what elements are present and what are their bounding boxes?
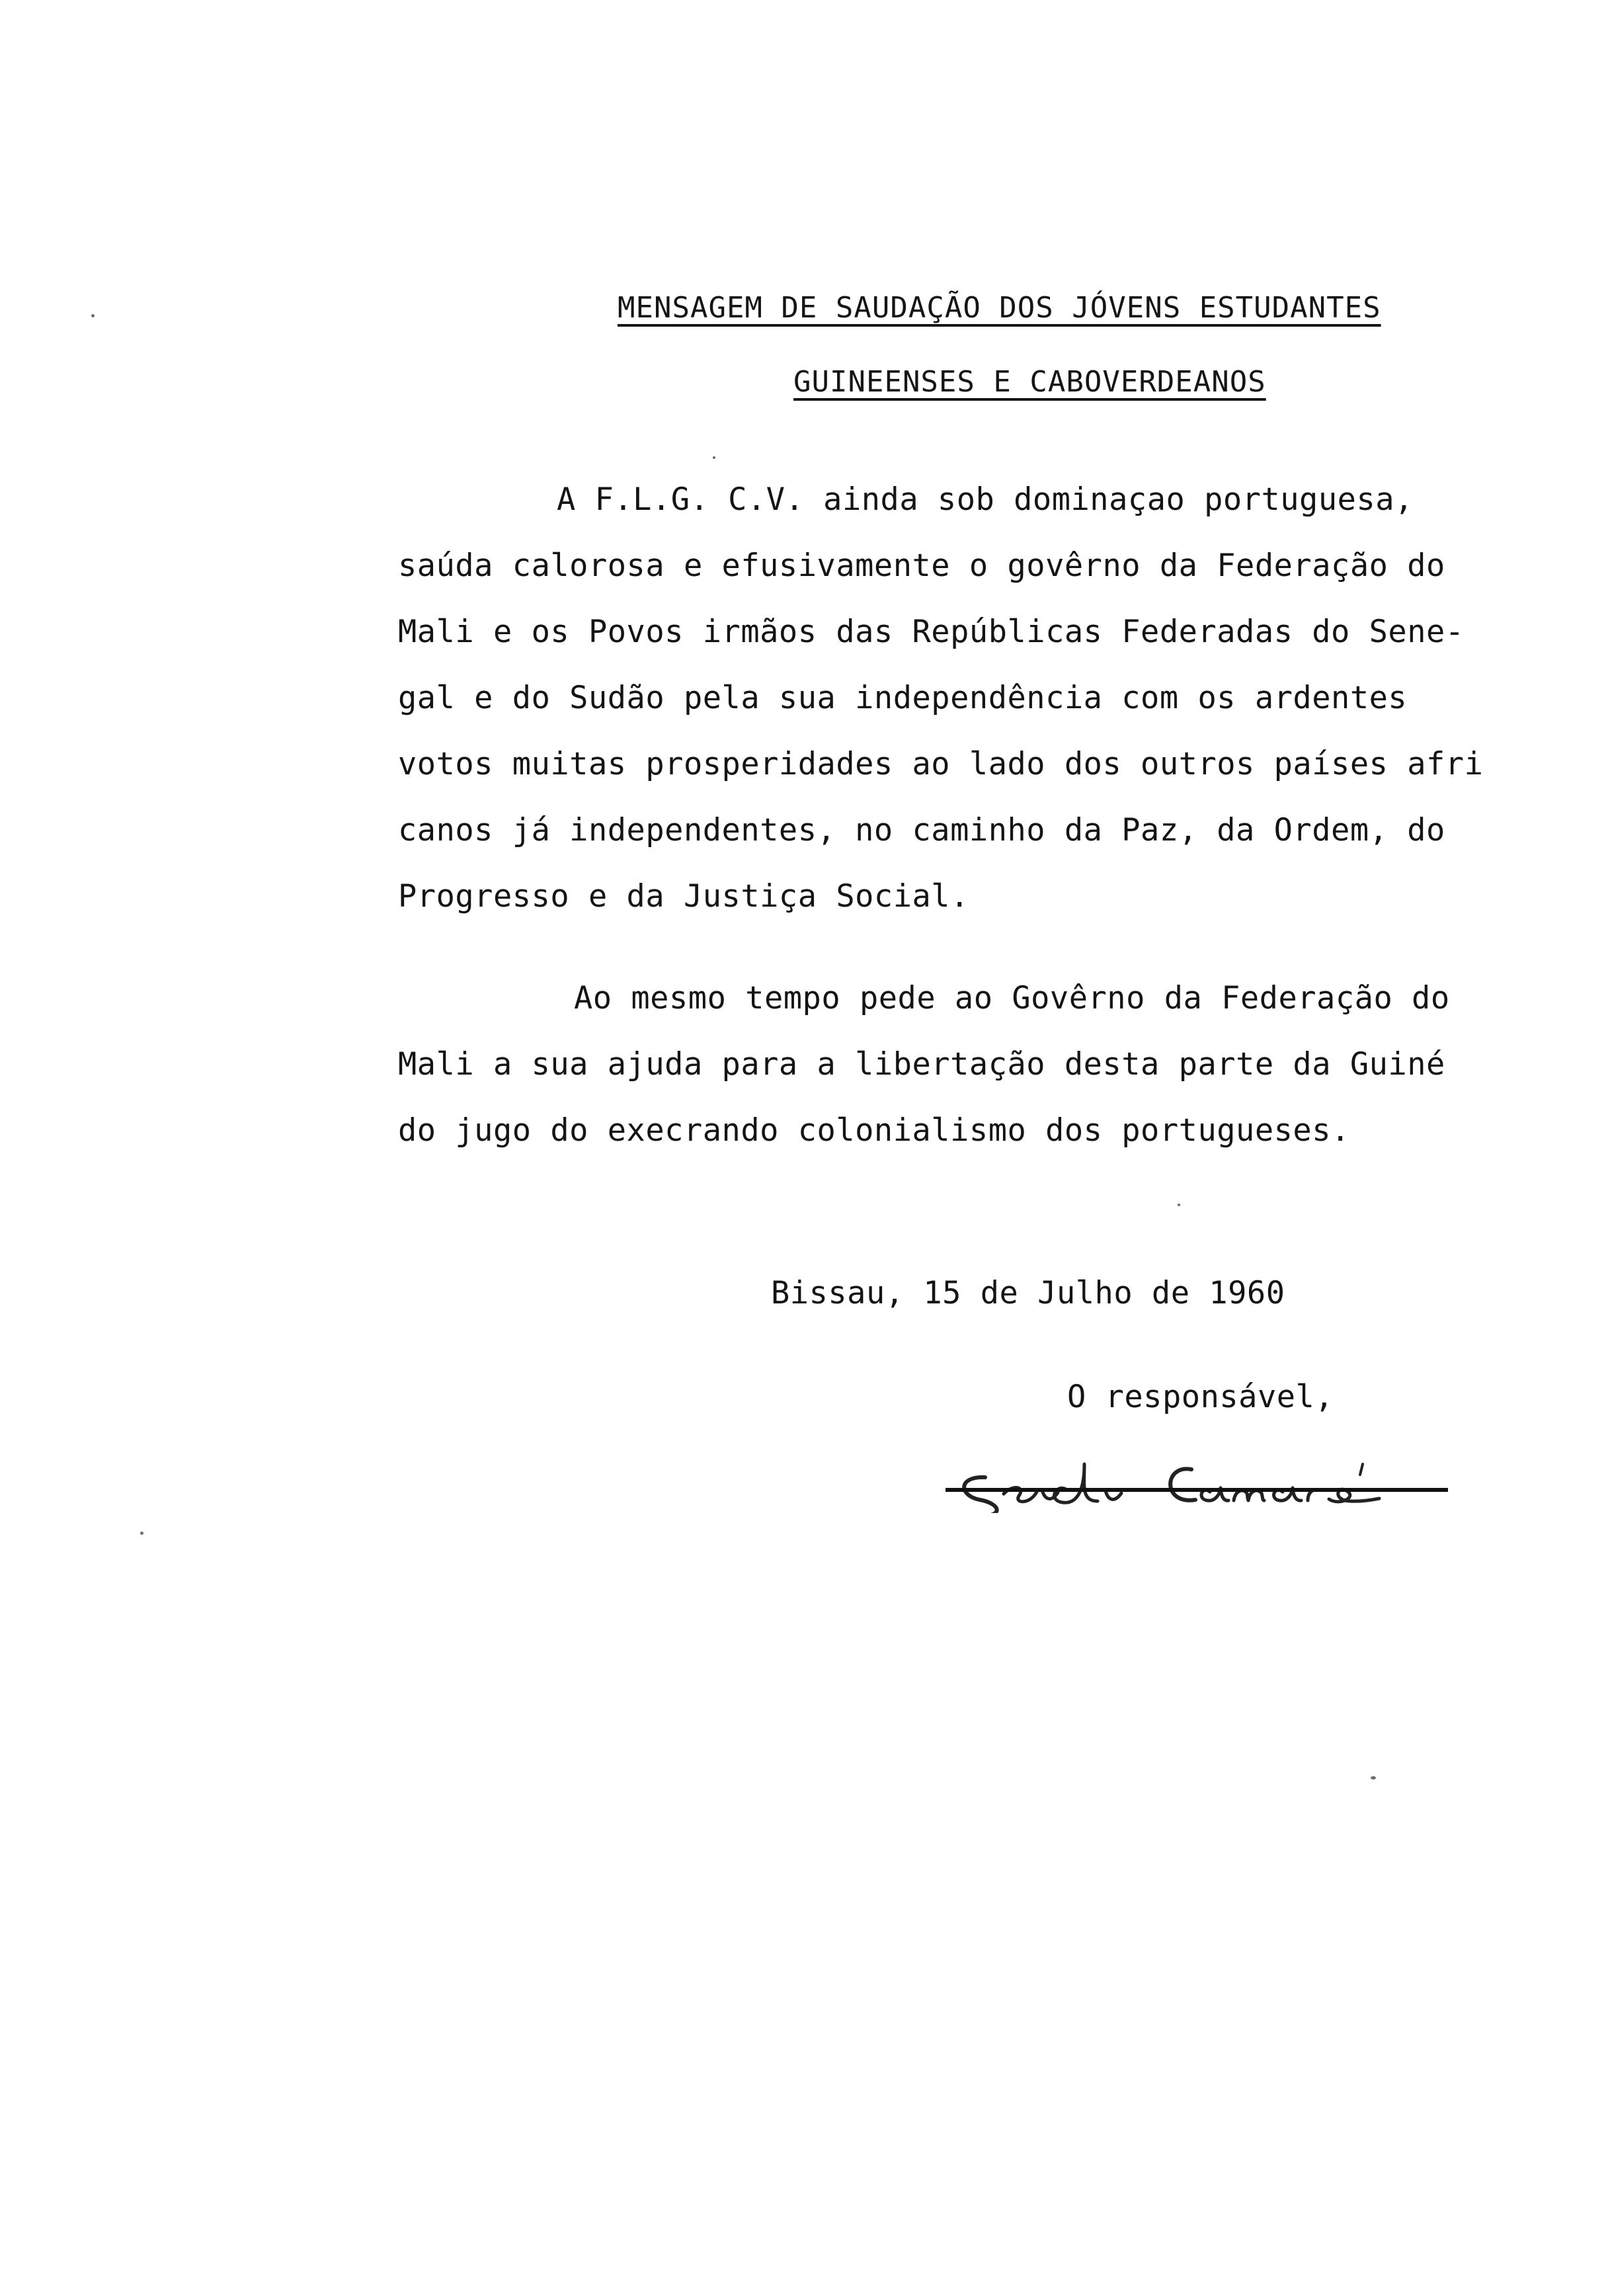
scan-speck-4 [140,1532,143,1535]
scan-speck-1 [91,314,95,317]
paragraph-2-line-1: Ao mesmo tempo pede ao Govêrno da Federação do [574,980,1450,1016]
scan-speck-2 [713,456,715,459]
paragraph-1-line-6: canos já independentes, no caminho da Paz, da Ordem, do [398,812,1445,848]
document-title-line-1: MENSAGEM DE SAUDAÇÃO DOS JÓVENS ESTUDANTES [618,291,1381,325]
signature-line [945,1488,1448,1492]
scan-speck-5 [1371,1776,1376,1780]
paragraph-2-line-2: Mali a sua ajuda para a libertação desta parte da Guiné [398,1046,1445,1083]
paragraph-1-line-2: saúda calorosa e efusivamente o govêrno da Federação do [398,548,1445,584]
paragraph-1-line-5: votos muitas prosperidades ao lado dos outros países afri [398,746,1484,782]
closing-line: O responsável, [1067,1379,1334,1415]
paragraph-1-line-3: Mali e os Povos irmãos das Repúblicas Federadas do Sene- [398,614,1465,650]
document-title-line-2: GUINEENSES E CABOVERDEANOS [793,365,1266,399]
scan-speck-3 [1178,1204,1180,1206]
paragraph-2-line-3: do jugo do execrando colonialismo dos portugueses. [398,1112,1350,1149]
paragraph-1-line-7: Progresso e da Justiça Social. [398,878,969,915]
date-line: Bissau, 15 de Julho de 1960 [771,1275,1285,1311]
paragraph-1-line-4: gal e do Sudão pela sua independência com os ardentes [398,680,1408,716]
handwritten-signature [945,1427,1461,1513]
paragraph-1-line-1: A F.L.G. C.V. ainda sob dominaçao portuguesa, [557,481,1414,518]
